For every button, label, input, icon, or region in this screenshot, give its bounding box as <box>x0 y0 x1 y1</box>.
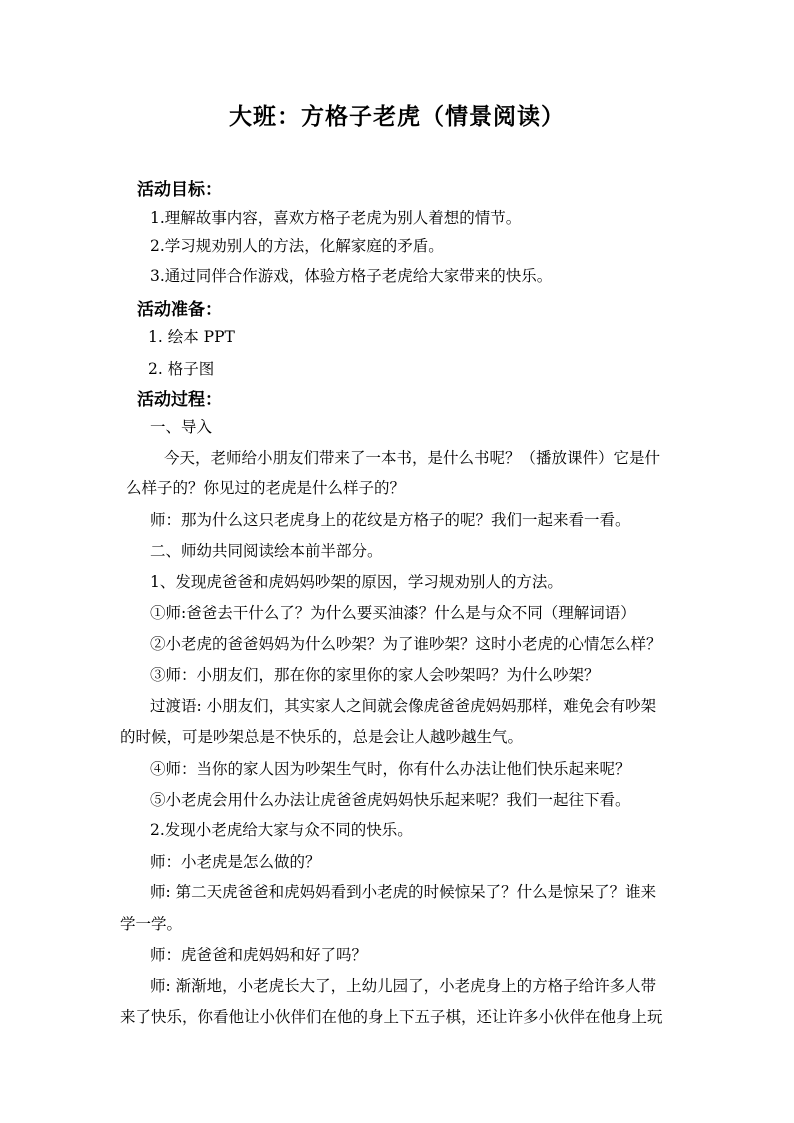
process-line: 2.发现小老虎给大家与众不同的快乐。 <box>150 821 413 839</box>
process-line: 过渡语: 小朋友们，其实家人之间就会像虎爸爸虎妈妈那样，难免会有吵架 <box>150 697 657 715</box>
goal-item: 1.理解故事内容，喜欢方格子老虎为别人着想的情节。 <box>150 209 522 227</box>
process-line: 师: 渐渐地，小老虎长大了，上幼儿园了，小老虎身上的方格子给许多人带 <box>150 977 657 995</box>
process-line: 的时候，可是吵架总是不快乐的，总是会让人越吵越生气。 <box>120 728 524 746</box>
process-line: 师：虎爸爸和虎妈妈和好了吗？ <box>150 946 368 964</box>
process-line: 来了快乐，你看他让小伙伴们在他的身上下五子棋，还让许多小伙伴在他身上玩 <box>120 1008 663 1026</box>
process-line: 师：那为什么这只老虎身上的花纹是方格子的呢？我们一起来看一看。 <box>150 511 631 529</box>
prep-heading: 活动准备： <box>137 300 222 320</box>
goal-item: 3.通过同伴合作游戏，体验方格子老虎给大家带来的快乐。 <box>150 267 553 285</box>
process-line: 今天，老师给小朋友们带来了一本书，是什么书呢？（播放课件）它是什 <box>164 449 661 467</box>
process-line: ⑤小老虎会用什么办法让虎爸爸虎妈妈快乐起来呢？我们一起往下看。 <box>150 791 631 809</box>
process-line: 师：小老虎是怎么做的？ <box>150 853 321 871</box>
process-line: 二、师幼共同阅读绘本前半部分。 <box>150 542 383 560</box>
process-line: 1、发现虎爸爸和虎妈妈吵架的原因，学习规劝别人的方法。 <box>150 573 563 591</box>
prep-item: 2. 格子图 <box>148 360 215 378</box>
process-heading: 活动过程： <box>137 390 222 410</box>
goals-heading: 活动目标： <box>137 180 222 200</box>
process-line: ①师:爸爸去干什么了？为什么要买油漆？什么是与众不同（理解词语） <box>150 604 636 622</box>
process-line: ④师：当你的家人因为吵架生气时，你有什么办法让他们快乐起来呢？ <box>150 760 631 778</box>
process-line: 一、导入 <box>150 418 213 436</box>
process-line: 师: 第二天虎爸爸和虎妈妈看到小老虎的时候惊呆了？什么是惊呆了？谁来 <box>150 883 657 901</box>
page-title: 大班：方格子老虎（情景阅读） <box>229 103 565 130</box>
process-line: ②小老虎的爸爸妈妈为什么吵架？为了谁吵架？这时小老虎的心情怎么样？ <box>150 635 662 653</box>
process-line: ③师：小朋友们，那在你的家里你的家人会吵架吗？为什么吵架？ <box>150 666 600 684</box>
process-line: 么样子的？你见过的老虎是什么样子的？ <box>126 479 406 497</box>
goal-item: 2.学习规劝别人的方法，化解家庭的矛盾。 <box>150 237 444 255</box>
process-line: 学一学。 <box>120 915 183 933</box>
prep-item: 1. 绘本 PPT <box>148 328 235 346</box>
